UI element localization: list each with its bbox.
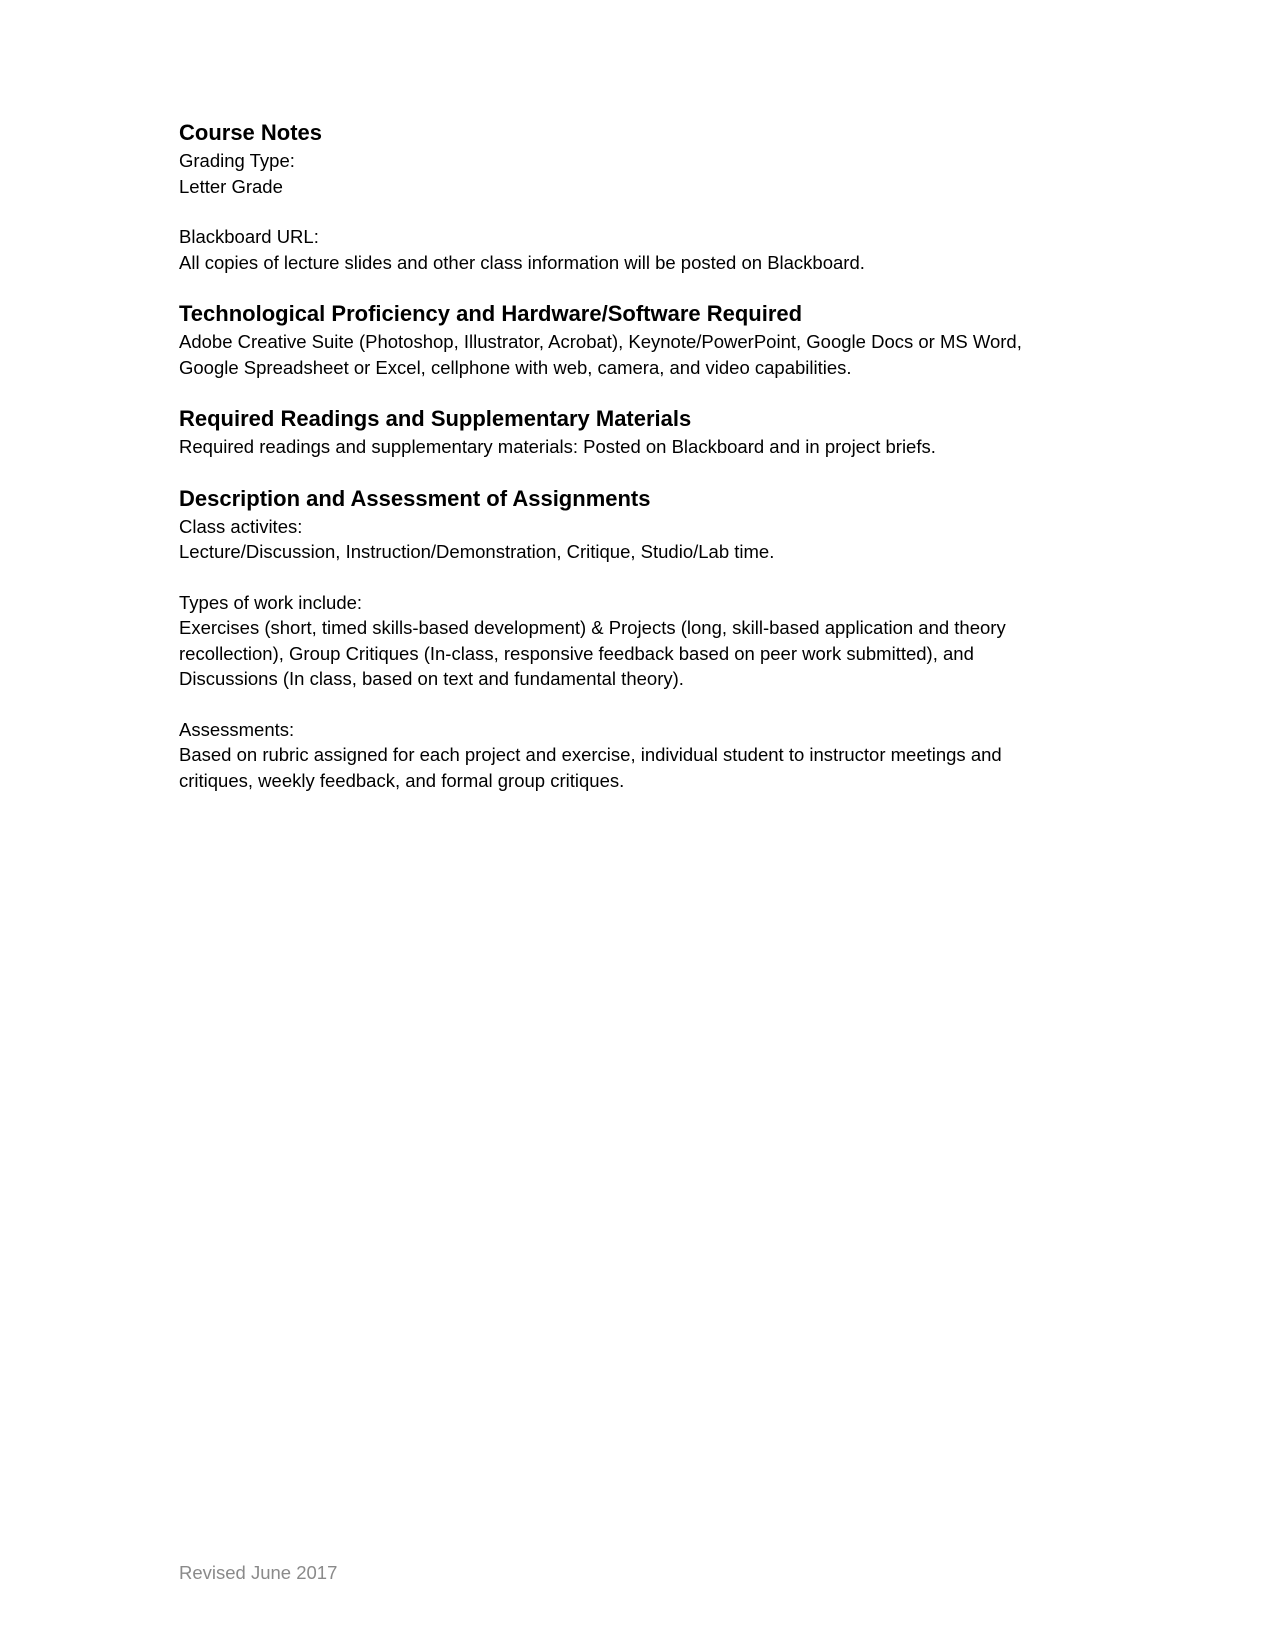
- course-notes-section: [179, 118, 1079, 275]
- assessments-line: Based on rubric assigned for each project and exercise, individual student to instructor meetings and: [179, 744, 1002, 765]
- tech-text-line: Adobe Creative Suite (Photoshop, Illustrator, Acrobat), Keynote/PowerPoint, Google Docs or MS Word,: [179, 331, 1022, 352]
- document-page: [179, 118, 1079, 793]
- readings-text-line: Required readings and supplementary materials: Posted on Blackboard and in project briefs.: [179, 436, 936, 457]
- work-types-line: Discussions (In class, based on text and fundamental theory).: [179, 668, 684, 689]
- spacer: [179, 692, 1079, 717]
- spacer: [179, 380, 1079, 404]
- grading-type-label: Grading Type:: [179, 150, 295, 171]
- work-types-line: recollection), Group Critiques (In-class, responsive feedback based on peer work submitted), and: [179, 642, 974, 664]
- tech-section: [179, 299, 1079, 380]
- blackboard-url-label: Blackboard URL:: [179, 226, 319, 247]
- class-activities-label: Class activites:: [179, 515, 303, 537]
- work-types-label: Types of work include:: [179, 591, 363, 613]
- grading-type-value: Letter Grade: [179, 175, 283, 197]
- readings-section: [179, 404, 1079, 460]
- tech-text-line: Google Spreadsheet or Excel, cellphone with web, camera, and video capabilities.: [179, 356, 852, 378]
- blackboard-url-value: All copies of lecture slides and other class information will be posted on Blackboard.: [179, 251, 865, 273]
- revised-date-footer: Revised June 2017: [179, 1562, 338, 1583]
- course-notes-heading: Course Notes: [179, 120, 323, 145]
- spacer: [179, 275, 1079, 299]
- class-activities-value: Lecture/Discussion, Instruction/Demonstration, Critique, Studio/Lab time.: [179, 541, 775, 562]
- assignments-section: [179, 484, 1079, 794]
- assessments-label: Assessments:: [179, 718, 295, 740]
- spacer: [179, 460, 1079, 484]
- spacer: [179, 199, 1079, 224]
- tech-heading: Technological Proficiency and Hardware/Software Required: [179, 301, 803, 326]
- assignments-heading: Description and Assessment of Assignments: [179, 485, 651, 511]
- assessments-line: critiques, weekly feedback, and formal group critiques.: [179, 769, 625, 791]
- readings-heading: Required Readings and Supplementary Materials: [179, 406, 692, 431]
- work-types-line: Exercises (short, timed skills-based development) & Projects (long, skill-based application and theory: [179, 617, 1006, 638]
- spacer: [179, 565, 1079, 590]
